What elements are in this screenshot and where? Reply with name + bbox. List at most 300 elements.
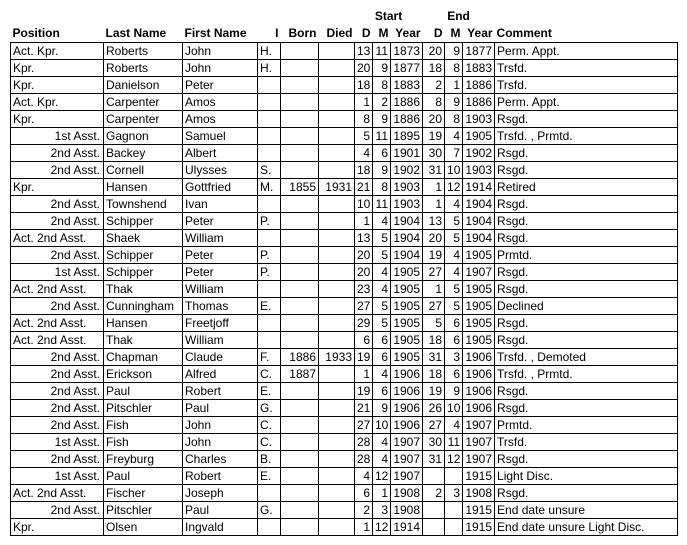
cell-initial	[258, 485, 281, 502]
cell-start-month: 2	[373, 94, 391, 111]
cell-comment: Rsgd.	[495, 485, 678, 502]
cell-last-name: Fish	[104, 417, 183, 434]
cell-born	[281, 60, 319, 77]
cell-initial	[258, 111, 281, 128]
table-row	[11, 145, 678, 162]
cell-start-year: 1873	[391, 43, 423, 60]
cell-born	[281, 468, 319, 485]
cell-first-name: Peter	[183, 247, 258, 264]
cell-start-month: 6	[373, 332, 391, 349]
cell-first-name: John	[183, 417, 258, 434]
cell-initial: M.	[258, 179, 281, 196]
cell-first-name: Peter	[183, 264, 258, 281]
cell-start-day: 6	[355, 332, 373, 349]
cell-end-day: 30	[423, 145, 445, 162]
cell-start-year: 1905	[391, 264, 423, 281]
col-born: Born	[288, 26, 317, 40]
cell-position: 2nd Asst.	[11, 349, 104, 366]
cell-initial: H.	[258, 60, 281, 77]
cell-born	[281, 43, 319, 60]
cell-died	[319, 77, 355, 94]
table-row	[11, 298, 678, 315]
cell-initial	[258, 230, 281, 247]
cell-comment: Rsgd.	[495, 332, 678, 349]
cell-first-name: Claude	[183, 349, 258, 366]
cell-end-month: 4	[445, 417, 463, 434]
cell-initial: F.	[258, 349, 281, 366]
cell-last-name: Schipper	[104, 213, 183, 230]
cell-start-day: 13	[355, 43, 373, 60]
cell-start-day: 2	[355, 502, 373, 519]
cell-end-day: 2	[423, 77, 445, 94]
cell-comment: Trsfd.	[495, 77, 678, 94]
cell-end-month: 4	[445, 264, 463, 281]
end-group-label: End	[447, 9, 470, 23]
cell-initial: S.	[258, 162, 281, 179]
cell-start-year: 1906	[391, 383, 423, 400]
cell-comment: Rsgd.	[495, 230, 678, 247]
cell-comment: Retired	[495, 179, 678, 196]
cell-end-day: 20	[423, 43, 445, 60]
cell-comment: Prmtd.	[495, 417, 678, 434]
cell-position: 2nd Asst.	[11, 213, 104, 230]
cell-position: 1st Asst.	[11, 434, 104, 451]
cell-start-month: 12	[373, 519, 391, 536]
cell-first-name: Peter	[183, 213, 258, 230]
cell-died	[319, 332, 355, 349]
keeper-roster-table	[10, 8, 678, 536]
cell-first-name: Paul	[183, 502, 258, 519]
cell-died	[319, 196, 355, 213]
cell-first-name: Joseph	[183, 485, 258, 502]
cell-start-month: 10	[373, 417, 391, 434]
cell-start-year: 1886	[391, 111, 423, 128]
cell-died: 1933	[319, 349, 355, 366]
cell-born	[281, 434, 319, 451]
cell-end-year: 1883	[463, 60, 495, 77]
table-row	[11, 519, 678, 536]
cell-end-month: 4	[445, 128, 463, 145]
cell-comment: Trsfd. , Prmtd.	[495, 366, 678, 383]
cell-start-month: 6	[373, 145, 391, 162]
cell-end-day: 20	[423, 230, 445, 247]
cell-died	[319, 485, 355, 502]
cell-first-name: Ingvald	[183, 519, 258, 536]
cell-position: Act. Kpr.	[11, 94, 104, 111]
cell-comment: Rsgd.	[495, 213, 678, 230]
cell-initial: P.	[258, 213, 281, 230]
cell-end-month: 10	[445, 400, 463, 417]
cell-start-month: 4	[373, 213, 391, 230]
cell-died	[319, 43, 355, 60]
cell-end-month: 6	[445, 366, 463, 383]
cell-born	[281, 485, 319, 502]
cell-end-year: 1903	[463, 162, 495, 179]
cell-initial: C.	[258, 417, 281, 434]
cell-start-month: 5	[373, 247, 391, 264]
cell-position: Kpr.	[11, 111, 104, 128]
table-row	[11, 434, 678, 451]
cell-comment: Light Disc.	[495, 468, 678, 485]
cell-end-year: 1903	[463, 111, 495, 128]
cell-end-month: 5	[445, 298, 463, 315]
cell-end-month: 3	[445, 485, 463, 502]
col-died: Died	[326, 26, 353, 40]
cell-position: 1st Asst.	[11, 468, 104, 485]
cell-born	[281, 383, 319, 400]
cell-start-day: 20	[355, 60, 373, 77]
cell-end-year: 1904	[463, 230, 495, 247]
cell-start-day: 1	[355, 213, 373, 230]
cell-position: 2nd Asst.	[11, 502, 104, 519]
cell-start-day: 19	[355, 383, 373, 400]
cell-start-year: 1905	[391, 281, 423, 298]
cell-last-name: Backey	[104, 145, 183, 162]
header-group-row	[11, 8, 678, 25]
table-row	[11, 315, 678, 332]
cell-born: 1886	[281, 349, 319, 366]
cell-end-year: 1914	[463, 179, 495, 196]
table-row	[11, 502, 678, 519]
cell-last-name: Cornell	[104, 162, 183, 179]
cell-end-year: 1904	[463, 213, 495, 230]
cell-end-day: 30	[423, 434, 445, 451]
cell-born	[281, 196, 319, 213]
cell-end-year: 1905	[463, 128, 495, 145]
cell-comment: Rsgd.	[495, 451, 678, 468]
cell-position: Act. 2nd Asst.	[11, 281, 104, 298]
col-initial: I	[275, 26, 279, 40]
cell-start-month: 4	[373, 281, 391, 298]
cell-end-year: 1905	[463, 298, 495, 315]
table-row	[11, 60, 678, 77]
cell-start-month: 4	[373, 434, 391, 451]
cell-start-month: 5	[373, 230, 391, 247]
cell-died	[319, 451, 355, 468]
cell-end-year: 1915	[463, 502, 495, 519]
table-row	[11, 451, 678, 468]
cell-end-month: 1	[445, 77, 463, 94]
table-body	[11, 43, 678, 536]
cell-died	[319, 281, 355, 298]
cell-position: Act. Kpr.	[11, 43, 104, 60]
col-end-month: M	[450, 26, 461, 40]
cell-initial	[258, 128, 281, 145]
cell-start-month: 9	[373, 60, 391, 77]
cell-start-day: 28	[355, 434, 373, 451]
cell-end-month: 12	[445, 179, 463, 196]
cell-born	[281, 519, 319, 536]
col-position: Position	[12, 26, 60, 40]
cell-last-name: Thak	[104, 281, 183, 298]
cell-comment: Rsgd.	[495, 145, 678, 162]
cell-last-name: Paul	[104, 383, 183, 400]
cell-start-year: 1903	[391, 179, 423, 196]
cell-end-day: 18	[423, 60, 445, 77]
table-row	[11, 94, 678, 111]
cell-born	[281, 281, 319, 298]
cell-end-day: 19	[423, 128, 445, 145]
cell-end-year: 1886	[463, 94, 495, 111]
cell-end-year: 1915	[463, 468, 495, 485]
cell-start-year: 1907	[391, 468, 423, 485]
cell-end-month	[445, 519, 463, 536]
cell-died	[319, 128, 355, 145]
cell-end-month: 8	[445, 111, 463, 128]
table-row	[11, 128, 678, 145]
cell-first-name: Ulysses	[183, 162, 258, 179]
cell-comment: Rsgd.	[495, 400, 678, 417]
cell-position: 2nd Asst.	[11, 417, 104, 434]
cell-comment: Trsfd.	[495, 434, 678, 451]
cell-end-day: 20	[423, 111, 445, 128]
cell-born: 1855	[281, 179, 319, 196]
cell-initial: E.	[258, 468, 281, 485]
cell-position: 1st Asst.	[11, 264, 104, 281]
cell-end-year: 1907	[463, 417, 495, 434]
cell-born	[281, 315, 319, 332]
cell-comment: Trsfd. , Prmtd.	[495, 128, 678, 145]
cell-start-month: 5	[373, 298, 391, 315]
cell-start-year: 1906	[391, 366, 423, 383]
cell-start-day: 1	[355, 366, 373, 383]
cell-born	[281, 77, 319, 94]
cell-initial: C.	[258, 434, 281, 451]
cell-end-day: 8	[423, 94, 445, 111]
cell-start-year: 1901	[391, 145, 423, 162]
cell-start-month: 3	[373, 502, 391, 519]
cell-start-month: 11	[373, 128, 391, 145]
cell-last-name: Shaek	[104, 230, 183, 247]
cell-initial	[258, 281, 281, 298]
col-last-name: Last Name	[105, 26, 167, 40]
table-row	[11, 281, 678, 298]
cell-comment: Rsgd.	[495, 162, 678, 179]
cell-end-day	[423, 519, 445, 536]
cell-start-day: 20	[355, 264, 373, 281]
cell-end-day: 1	[423, 281, 445, 298]
cell-comment: Trsfd.	[495, 60, 678, 77]
cell-first-name: Robert	[183, 383, 258, 400]
cell-start-day: 19	[355, 349, 373, 366]
cell-end-day: 26	[423, 400, 445, 417]
cell-position: 2nd Asst.	[11, 298, 104, 315]
cell-end-month: 8	[445, 60, 463, 77]
cell-born	[281, 502, 319, 519]
cell-initial	[258, 519, 281, 536]
cell-last-name: Gagnon	[104, 128, 183, 145]
table-row	[11, 383, 678, 400]
cell-start-month: 1	[373, 485, 391, 502]
cell-start-year: 1904	[391, 230, 423, 247]
cell-position: 2nd Asst.	[11, 196, 104, 213]
cell-start-year: 1905	[391, 298, 423, 315]
cell-comment: Perm. Appt.	[495, 43, 678, 60]
col-start-year: Year	[395, 26, 421, 40]
cell-first-name: John	[183, 434, 258, 451]
cell-born	[281, 298, 319, 315]
cell-start-year: 1908	[391, 502, 423, 519]
table-header	[11, 8, 678, 43]
cell-died	[319, 60, 355, 77]
cell-last-name: Erickson	[104, 366, 183, 383]
table-row	[11, 43, 678, 60]
cell-end-month: 5	[445, 281, 463, 298]
cell-end-year: 1877	[463, 43, 495, 60]
cell-last-name: Pitschler	[104, 400, 183, 417]
cell-comment: Trsfd. , Demoted	[495, 349, 678, 366]
cell-start-year: 1886	[391, 94, 423, 111]
cell-comment: Rsgd.	[495, 281, 678, 298]
cell-end-day: 27	[423, 264, 445, 281]
cell-position: 2nd Asst.	[11, 400, 104, 417]
cell-start-day: 27	[355, 298, 373, 315]
cell-initial: B.	[258, 451, 281, 468]
cell-last-name: Fish	[104, 434, 183, 451]
cell-start-day: 18	[355, 162, 373, 179]
cell-end-day: 5	[423, 315, 445, 332]
table-row	[11, 332, 678, 349]
cell-start-day: 20	[355, 247, 373, 264]
cell-end-month: 9	[445, 43, 463, 60]
cell-position: 2nd Asst.	[11, 366, 104, 383]
cell-position: 2nd Asst.	[11, 145, 104, 162]
cell-end-day: 19	[423, 383, 445, 400]
cell-first-name: William	[183, 281, 258, 298]
cell-end-month: 4	[445, 196, 463, 213]
cell-comment: Rsgd.	[495, 111, 678, 128]
cell-end-day: 27	[423, 417, 445, 434]
cell-start-month: 4	[373, 366, 391, 383]
cell-end-month: 6	[445, 315, 463, 332]
cell-died	[319, 383, 355, 400]
cell-position: 2nd Asst.	[11, 247, 104, 264]
cell-start-day: 28	[355, 451, 373, 468]
cell-start-year: 1904	[391, 213, 423, 230]
cell-start-month: 12	[373, 468, 391, 485]
cell-initial	[258, 77, 281, 94]
cell-end-year: 1902	[463, 145, 495, 162]
cell-start-month: 9	[373, 400, 391, 417]
cell-end-year: 1905	[463, 332, 495, 349]
cell-start-month: 8	[373, 77, 391, 94]
cell-start-day: 8	[355, 111, 373, 128]
cell-died	[319, 298, 355, 315]
cell-last-name: Danielson	[104, 77, 183, 94]
cell-position: Kpr.	[11, 77, 104, 94]
cell-last-name: Freyburg	[104, 451, 183, 468]
cell-first-name: Alfred	[183, 366, 258, 383]
header-column-row	[11, 25, 678, 43]
cell-born	[281, 162, 319, 179]
cell-born	[281, 111, 319, 128]
cell-start-year: 1883	[391, 77, 423, 94]
cell-end-month: 10	[445, 162, 463, 179]
cell-position: Act. 2nd Asst.	[11, 485, 104, 502]
table-row	[11, 400, 678, 417]
cell-start-month: 5	[373, 315, 391, 332]
cell-born	[281, 332, 319, 349]
table-row	[11, 417, 678, 434]
spreadsheet	[10, 8, 677, 536]
cell-born	[281, 230, 319, 247]
cell-start-year: 1895	[391, 128, 423, 145]
cell-start-month: 9	[373, 111, 391, 128]
cell-end-month: 5	[445, 230, 463, 247]
cell-first-name: Freetjoff	[183, 315, 258, 332]
cell-start-month: 11	[373, 196, 391, 213]
cell-end-day: 13	[423, 213, 445, 230]
cell-last-name: Carpenter	[104, 94, 183, 111]
cell-end-day: 19	[423, 247, 445, 264]
cell-last-name: Schipper	[104, 247, 183, 264]
cell-start-month: 6	[373, 349, 391, 366]
cell-last-name: Townshend	[104, 196, 183, 213]
cell-start-day: 21	[355, 400, 373, 417]
table-row	[11, 485, 678, 502]
col-start-day: D	[361, 26, 371, 40]
cell-end-day	[423, 502, 445, 519]
cell-start-month: 4	[373, 451, 391, 468]
cell-start-month: 6	[373, 383, 391, 400]
cell-comment: Rsgd.	[495, 383, 678, 400]
cell-last-name: Roberts	[104, 43, 183, 60]
cell-first-name: Paul	[183, 400, 258, 417]
table-row	[11, 264, 678, 281]
cell-start-day: 18	[355, 77, 373, 94]
cell-initial	[258, 94, 281, 111]
cell-comment: Perm. Appt.	[495, 94, 678, 111]
table-row	[11, 77, 678, 94]
cell-initial	[258, 332, 281, 349]
cell-initial: G.	[258, 400, 281, 417]
cell-born	[281, 400, 319, 417]
cell-end-year: 1886	[463, 77, 495, 94]
cell-start-year: 1905	[391, 315, 423, 332]
cell-died	[319, 230, 355, 247]
cell-initial: P.	[258, 264, 281, 281]
cell-start-month: 8	[373, 179, 391, 196]
col-end-day: D	[433, 26, 443, 40]
cell-start-day: 4	[355, 468, 373, 485]
cell-died	[319, 94, 355, 111]
cell-died	[319, 111, 355, 128]
cell-end-year: 1906	[463, 349, 495, 366]
cell-end-year: 1906	[463, 383, 495, 400]
cell-start-month: 9	[373, 162, 391, 179]
cell-died	[319, 145, 355, 162]
cell-born: 1887	[281, 366, 319, 383]
cell-died	[319, 247, 355, 264]
cell-first-name: Amos	[183, 111, 258, 128]
cell-first-name: John	[183, 43, 258, 60]
cell-end-day: 18	[423, 332, 445, 349]
cell-end-year: 1906	[463, 400, 495, 417]
cell-start-day: 21	[355, 179, 373, 196]
cell-end-year: 1907	[463, 451, 495, 468]
cell-start-day: 5	[355, 128, 373, 145]
cell-died	[319, 434, 355, 451]
cell-died	[319, 213, 355, 230]
cell-first-name: Gottfried	[183, 179, 258, 196]
cell-born	[281, 417, 319, 434]
cell-first-name: Amos	[183, 94, 258, 111]
cell-start-year: 1906	[391, 400, 423, 417]
cell-comment: Rsgd.	[495, 315, 678, 332]
table-row	[11, 111, 678, 128]
table-row	[11, 366, 678, 383]
cell-start-month: 4	[373, 264, 391, 281]
